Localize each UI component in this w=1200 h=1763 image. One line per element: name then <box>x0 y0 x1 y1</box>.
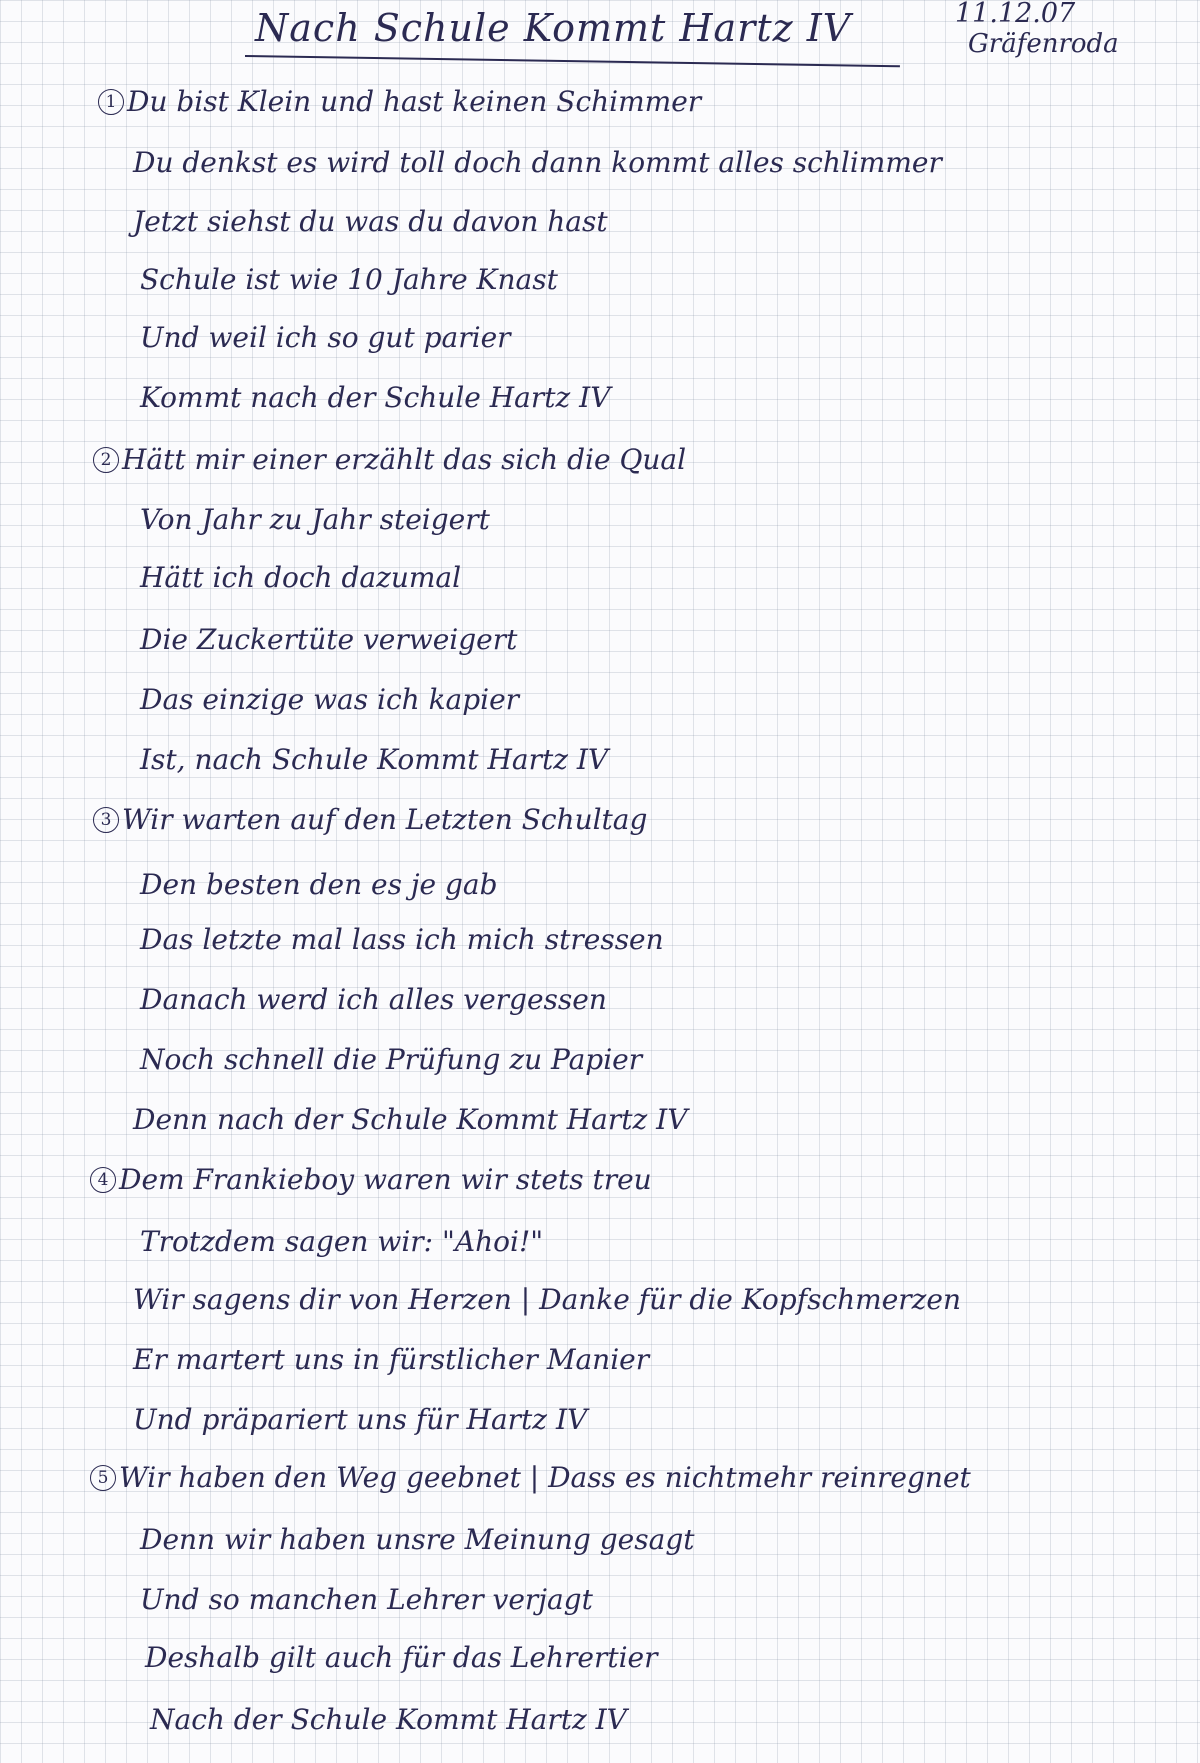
verse-1-line-1: 1 Du bist Klein und hast keinen Schimmer <box>98 82 701 122</box>
verse-1-line-6: Kommt nach der Schule Hartz IV <box>140 381 611 414</box>
title-underline <box>245 55 900 67</box>
verse-4-line-5: Und präpariert uns für Hartz IV <box>133 1403 588 1436</box>
verse-5-line-4: Deshalb gilt auch für das Lehrertier <box>145 1641 658 1674</box>
verse-5-line-1: 5 Wir haben den Weg geebnet | Dass es nichtmehr reinregnet <box>90 1458 971 1498</box>
verse-3-line-1: 3 Wir warten auf den Letzten Schultag <box>93 800 647 840</box>
verse-1-line-3: Jetzt siehst du was du davon hast <box>133 205 608 238</box>
verse-2-line-3: Hätt ich doch dazumal <box>140 561 462 594</box>
verse-3-line-4: Danach werd ich alles vergessen <box>140 983 607 1016</box>
verse-number-1: 1 <box>98 89 124 115</box>
place-note: Gräfenroda <box>968 29 1119 59</box>
verse-5-line-3: Und so manchen Lehrer verjagt <box>140 1583 593 1616</box>
verse-number-5: 5 <box>90 1465 116 1491</box>
verse-4-line-4: Er martert uns in fürstlicher Manier <box>133 1343 650 1376</box>
verse-5-line-2: Denn wir haben unsre Meinung gesagt <box>140 1523 695 1556</box>
verse-3-line-3: Das letzte mal lass ich mich stressen <box>140 923 664 956</box>
verse-1-line-4: Schule ist wie 10 Jahre Knast <box>140 263 558 296</box>
verse-2-line-1: 2 Hätt mir einer erzählt das sich die Qual <box>93 440 686 480</box>
verse-number-3: 3 <box>93 807 119 833</box>
verse-3-line-2: Den besten den es je gab <box>140 868 498 901</box>
verse-2-line-6: Ist, nach Schule Kommt Hartz IV <box>140 743 609 776</box>
verse-3-line-6: Denn nach der Schule Kommt Hartz IV <box>133 1103 688 1136</box>
verse-4-line-2: Trotzdem sagen wir: "Ahoi!" <box>140 1225 544 1258</box>
verse-number-4: 4 <box>90 1167 116 1193</box>
verse-2-line-5: Das einzige was ich kapier <box>140 683 520 716</box>
verse-2-line-2: Von Jahr zu Jahr steigert <box>140 503 490 536</box>
verse-5-line-5: Nach der Schule Kommt Hartz IV <box>150 1703 627 1736</box>
song-title: Nach Schule Kommt Hartz IV <box>255 6 852 50</box>
verse-number-2: 2 <box>93 447 119 473</box>
verse-4-line-1: 4 Dem Frankieboy waren wir stets treu <box>90 1160 652 1200</box>
date-note: 11.12.07 <box>955 0 1076 29</box>
verse-4-line-3: Wir sagens dir von Herzen | Danke für die Kopfschmerzen <box>133 1283 962 1316</box>
verse-2-line-4: Die Zuckertüte verweigert <box>140 623 518 656</box>
verse-1-line-5: Und weil ich so gut parier <box>140 321 511 354</box>
verse-3-line-5: Noch schnell die Prüfung zu Papier <box>140 1043 643 1076</box>
verse-1-line-2: Du denkst es wird toll doch dann kommt alles schlimmer <box>133 146 942 179</box>
